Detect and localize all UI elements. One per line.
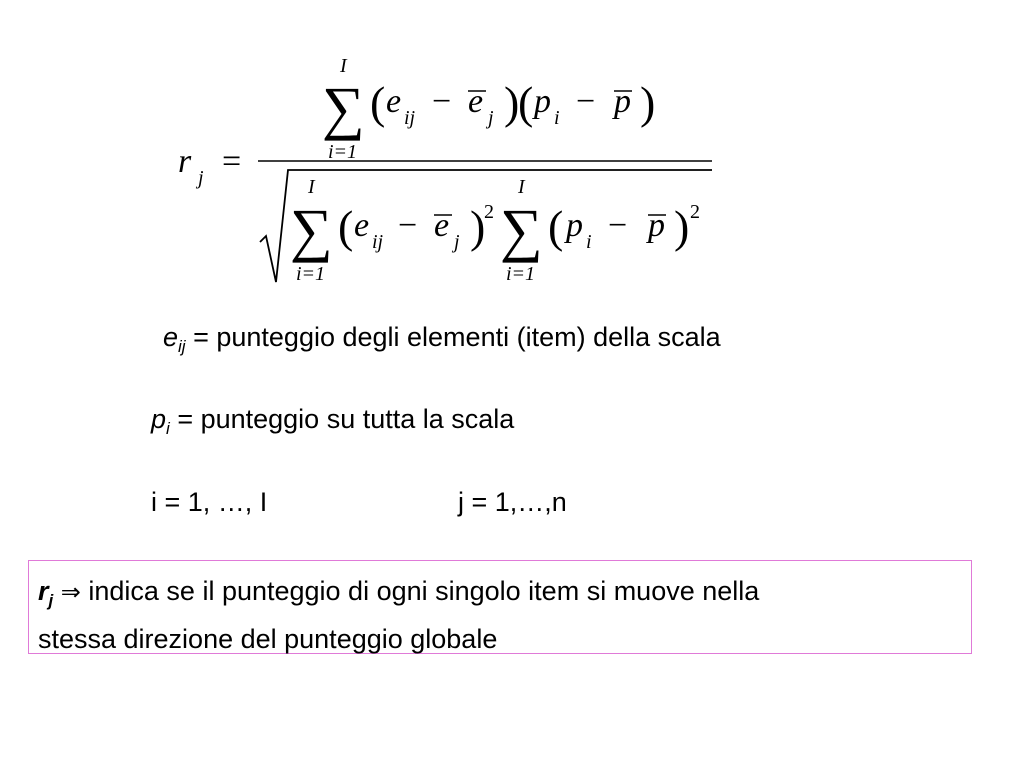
range-j: j = 1,…,n: [458, 487, 567, 517]
formula-lhs-sub: j: [198, 167, 204, 189]
num-sum-lower: i=1: [328, 141, 358, 163]
definition-e: [163, 322, 721, 357]
note-line-2: stessa direzione del punteggio globale: [38, 624, 498, 654]
den-ebar-var: e: [434, 207, 450, 244]
den-square-1: 2: [484, 201, 494, 223]
den-minus-2: −: [608, 207, 628, 244]
den-p-sub: i: [586, 231, 592, 253]
den-sum1-sign: ∑: [290, 197, 333, 263]
den-pbar-var: p: [648, 207, 665, 244]
num-paren-open-2: (: [518, 77, 534, 128]
note-text: [38, 572, 759, 658]
num-e-var: e: [386, 83, 402, 120]
num-p-sub: i: [554, 107, 560, 129]
num-paren-close-1: ): [504, 77, 520, 128]
den-minus-1: −: [398, 207, 418, 244]
note-line-1: [38, 572, 759, 620]
correlation-formula: [0, 0, 1024, 300]
num-ebar-var: e: [468, 83, 484, 120]
den-sum1-lower: i=1: [296, 263, 326, 285]
den-sum2-lower: i=1: [506, 263, 536, 285]
definition-p-text: = punteggio su tutta la scala: [169, 404, 515, 434]
den-paren-open-2: (: [548, 201, 564, 252]
num-e-sub: ij: [404, 107, 416, 129]
den-sum2-sign: ∑: [500, 197, 543, 263]
num-paren-open-1: (: [370, 77, 386, 128]
den-paren-close-2: ): [674, 201, 690, 252]
num-pbar-var: p: [614, 83, 631, 120]
den-paren-close-1: ): [470, 201, 486, 252]
definition-e-text: = punteggio degli elementi (item) della scala: [185, 322, 721, 352]
num-p-var: p: [534, 83, 551, 120]
den-paren-open-1: (: [338, 201, 354, 252]
range-i: i = 1, …, I: [151, 487, 268, 517]
formula-lhs-var: r: [178, 143, 192, 180]
den-e-sub: ij: [372, 231, 384, 253]
num-sum-sign: ∑: [322, 75, 365, 141]
den-e-var: e: [354, 207, 370, 244]
num-paren-close-2: ): [640, 77, 656, 128]
note-line-1-text: indica se il punteggio di ogni singolo item si muove nella: [80, 576, 760, 606]
definition-p-var: p: [151, 404, 167, 434]
num-minus-1: −: [432, 83, 452, 120]
definition-p: [151, 404, 514, 439]
note-var: r: [38, 576, 49, 606]
definition-e-sub: ij: [178, 337, 186, 356]
formula-equals: =: [222, 143, 242, 180]
den-sum1-upper: I: [308, 176, 315, 198]
implies-icon: ⇒: [60, 578, 81, 606]
num-ebar-sub: j: [488, 107, 494, 129]
num-minus-2: −: [576, 83, 596, 120]
den-sum2-upper: I: [518, 176, 525, 198]
definition-p-sub: i: [166, 419, 170, 438]
note-sub: j: [48, 591, 54, 610]
definition-e-var: e: [163, 322, 179, 352]
den-ebar-sub: j: [454, 231, 460, 253]
num-sum-upper: I: [340, 55, 347, 77]
den-square-2: 2: [690, 201, 700, 223]
den-p-var: p: [566, 207, 583, 244]
